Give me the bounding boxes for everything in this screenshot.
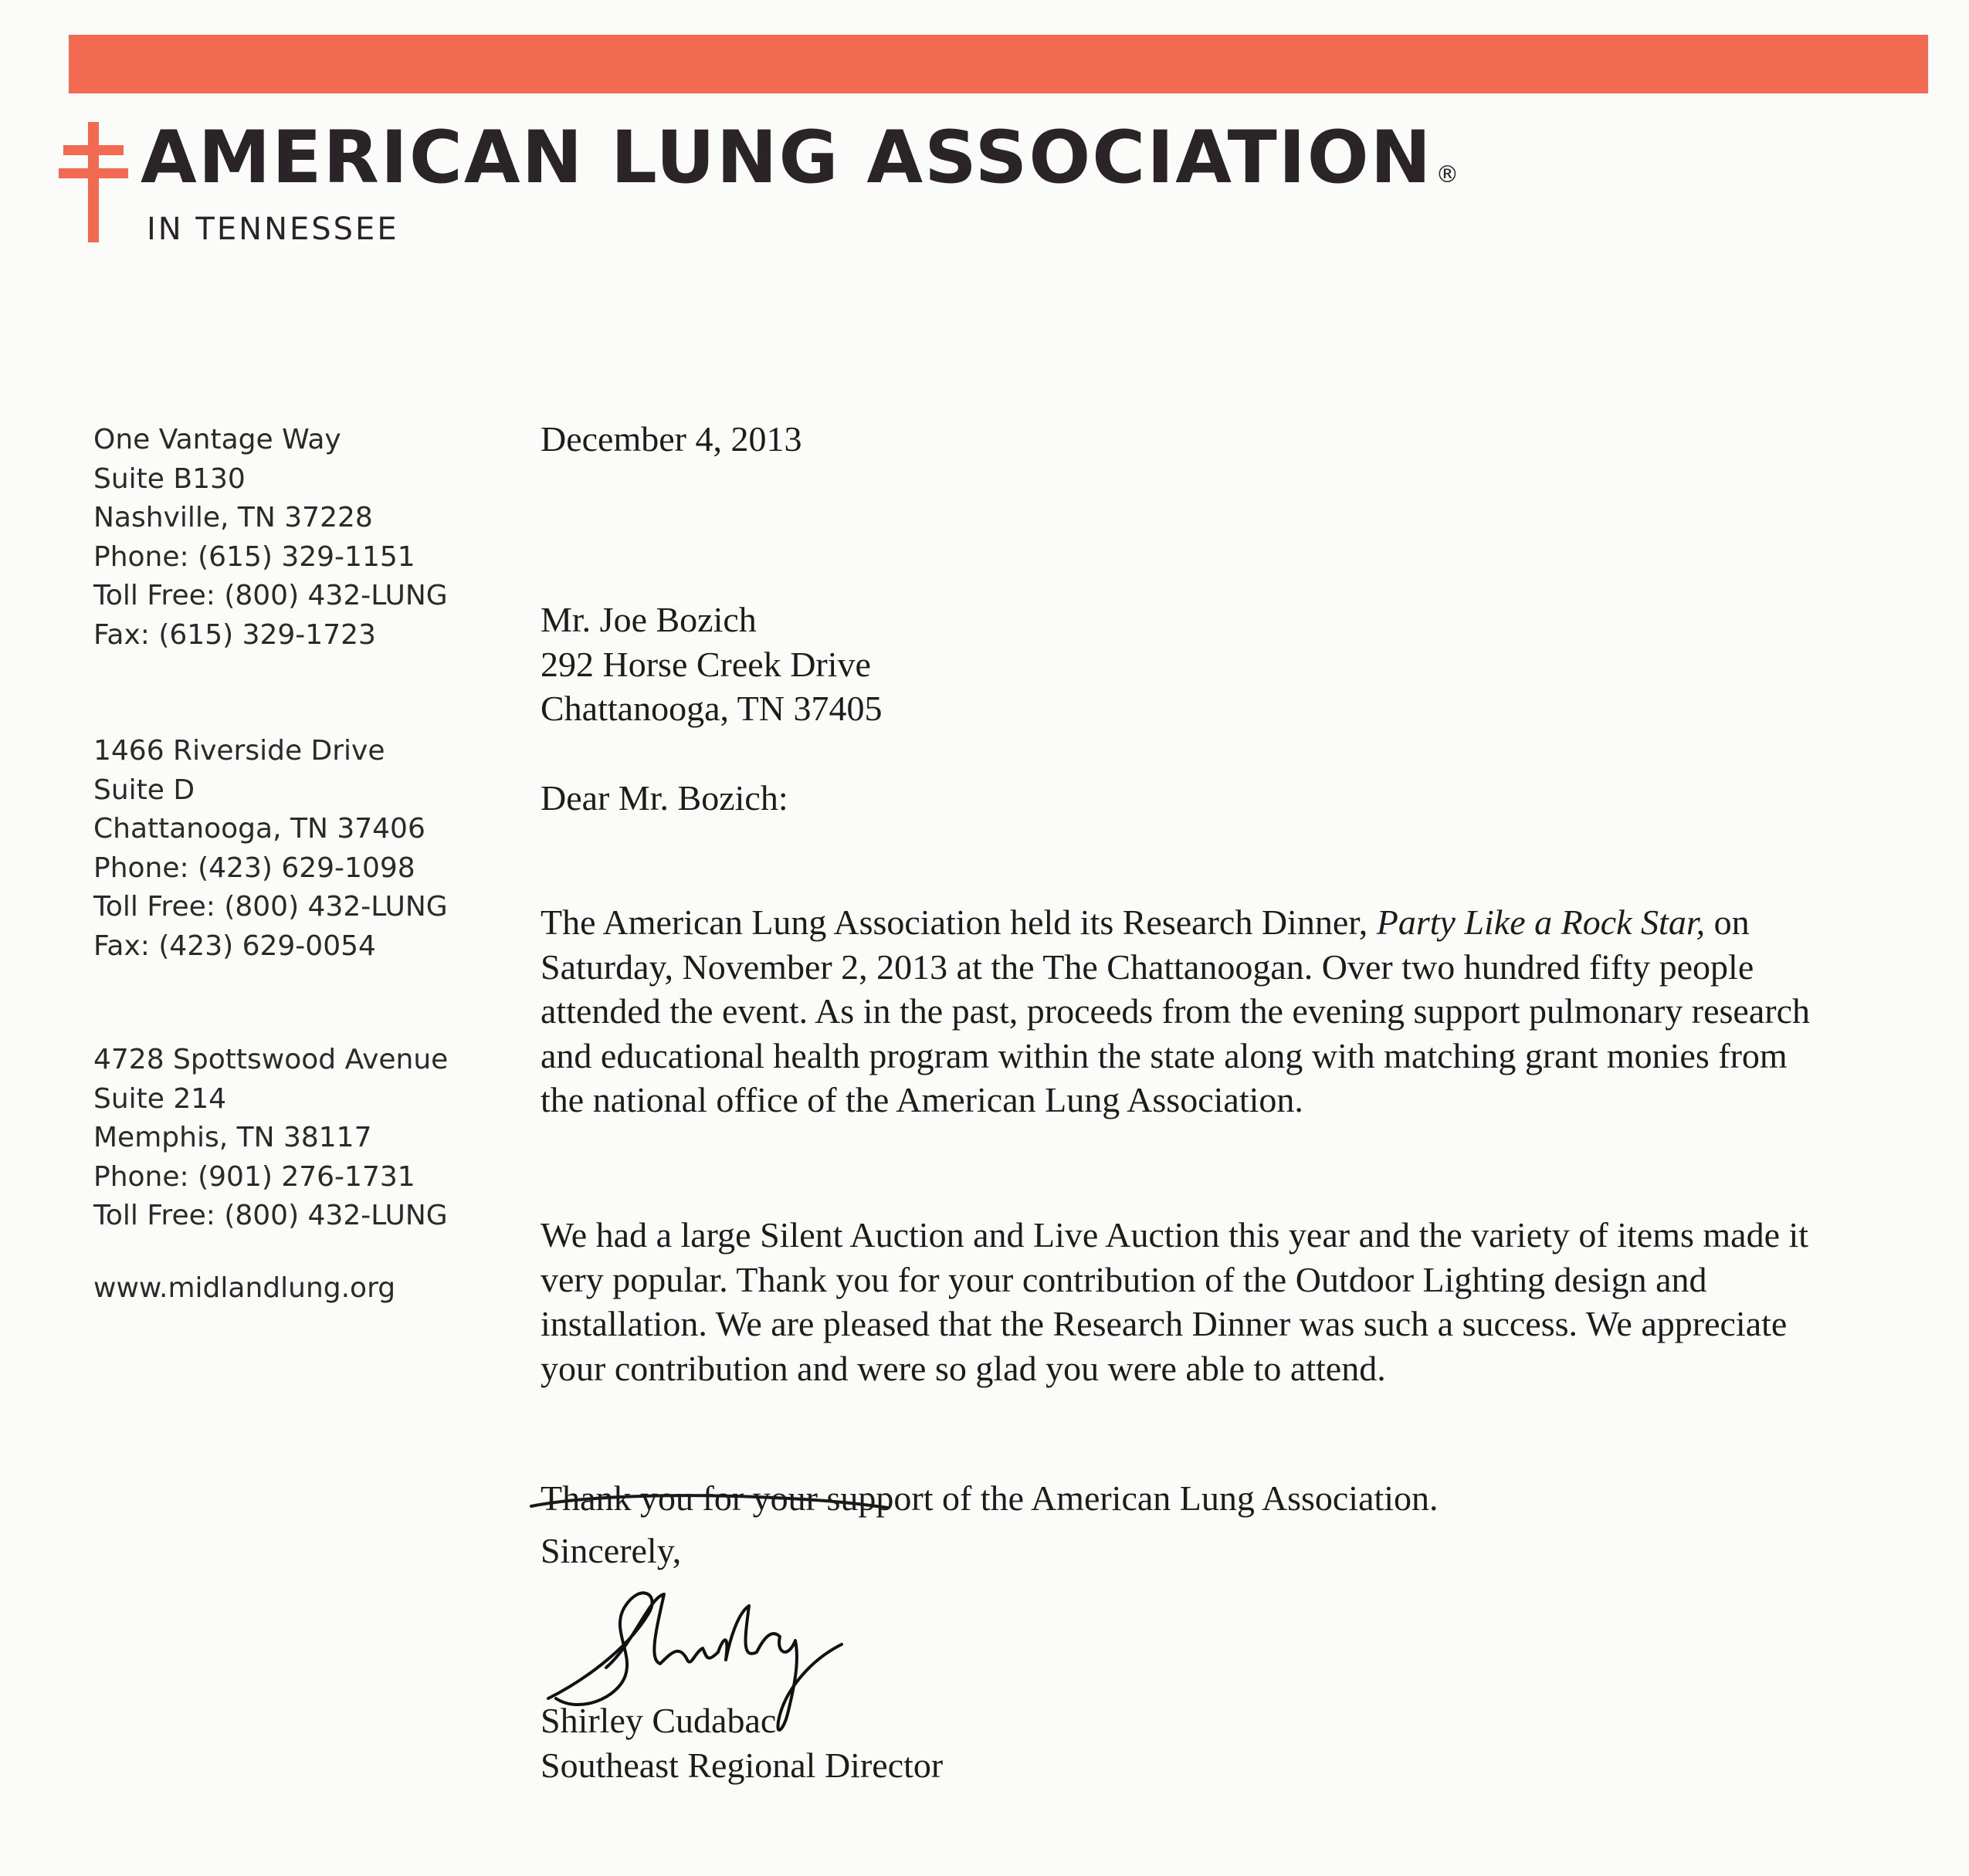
office-line: Phone: (615) 329-1151: [93, 540, 415, 573]
event-name: Party Like a Rock Star,: [1376, 902, 1706, 942]
office-line: Phone: (901) 276-1731: [93, 1160, 415, 1193]
office-line: Memphis, TN 38117: [93, 1122, 372, 1153]
recipient-line: Mr. Joe Bozich: [541, 600, 757, 639]
recipient-address: [541, 598, 1853, 731]
office-line: Toll Free: (800) 432-LUNG: [93, 1200, 448, 1231]
salutation: Dear Mr. Bozich:: [541, 778, 788, 818]
signer-block: [541, 1698, 1853, 1787]
office-line: Chattanooga, TN 37406: [93, 813, 425, 845]
office-line: Fax: (423) 629-0054: [93, 930, 376, 962]
letter-date: December 4, 2013: [541, 419, 802, 459]
signer-name: Shirley Cudabac: [541, 1701, 777, 1740]
closing: Sincerely,: [541, 1531, 682, 1570]
website-link[interactable]: www.midlandlung.org: [93, 1272, 396, 1304]
office-nashville: [93, 421, 526, 655]
recipient-line: 292 Horse Creek Drive: [541, 644, 871, 684]
double-barred-cross-icon: [59, 122, 128, 242]
office-line: Suite B130: [93, 462, 246, 495]
office-line: Suite D: [93, 774, 195, 806]
registered-mark: ®: [1435, 161, 1461, 188]
handwritten-underline: [525, 1478, 896, 1517]
office-line: Fax: (615) 329-1723: [93, 618, 376, 651]
header-color-bar: [69, 35, 1928, 93]
office-chattanooga: [93, 732, 526, 966]
signer-title: Southeast Regional Director: [541, 1745, 944, 1785]
org-name: AMERICAN LUNG ASSOCIATION ®: [141, 116, 1461, 200]
office-line: Nashville, TN 37228: [93, 502, 373, 533]
office-line: 4728 Spottswood Avenue: [93, 1044, 449, 1075]
office-line: Toll Free: (800) 432-LUNG: [93, 580, 448, 611]
body-paragraph-3: Thank you for your support of the American Lung Association.: [541, 1478, 1439, 1518]
office-line: Suite 214: [93, 1082, 227, 1115]
body-paragraph-1: The American Lung Association held its Research Dinner, Party Like a Rock Star, on Saturday, November 2, 2013 at the The Chattanoogan. Over two hundred fifty people attended the event. As in the past, proceeds from the evening support pulmonary research and educational health program within the state along with matching grant monies from the national office of the American Lung Association.: [541, 902, 1810, 1119]
office-memphis: [93, 1041, 526, 1236]
office-line: 1466 Riverside Drive: [93, 735, 385, 767]
office-line: One Vantage Way: [93, 424, 341, 455]
office-line: Phone: (423) 629-1098: [93, 852, 415, 884]
body-paragraph-2: We had a large Silent Auction and Live Auction this year and the variety of items made it very popular. Thank you for your contribution of the Outdoor Lighting design and installation. We are pleased that the Research Dinner was such a success. We appreciate your contribution and were so glad you were able to attend.: [541, 1215, 1809, 1388]
org-region: IN TENNESSEE: [147, 212, 399, 247]
office-line: Toll Free: (800) 432-LUNG: [93, 891, 448, 923]
recipient-line: Chattanooga, TN 37405: [541, 689, 883, 728]
